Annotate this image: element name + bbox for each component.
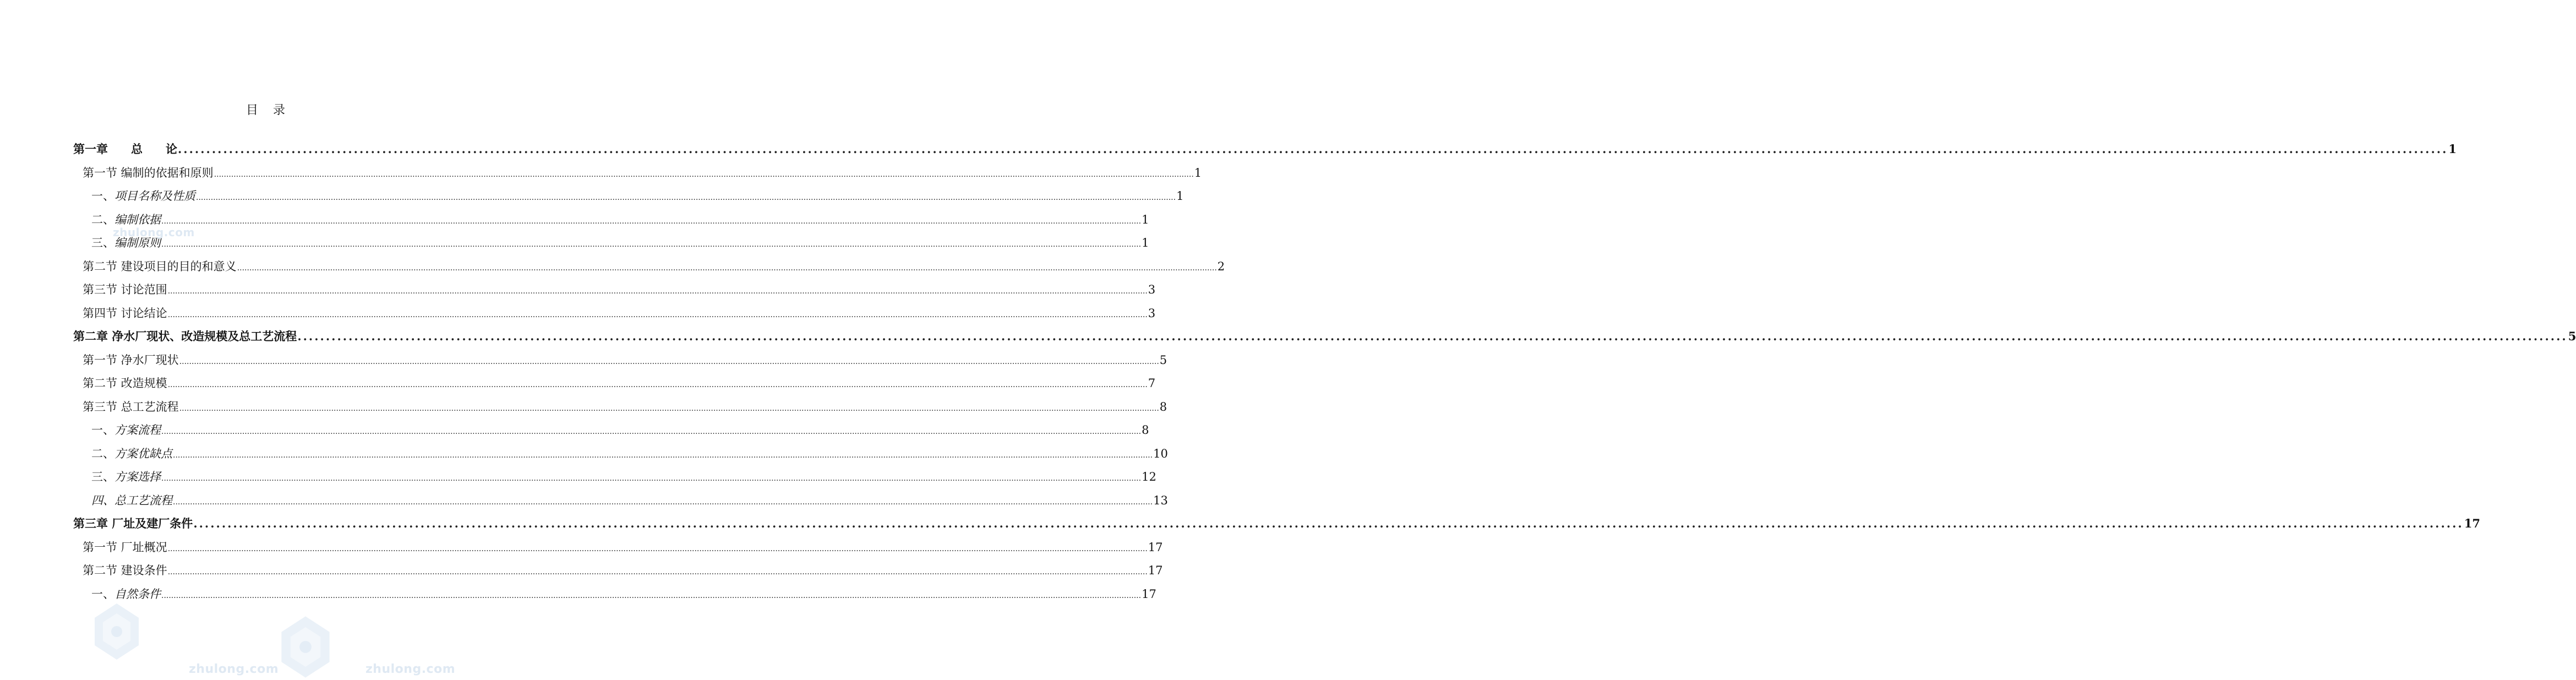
toc-entry-label: 第一节 编制的依据和原则 (83, 166, 214, 179)
toc-entry-text: 总工艺流程 (114, 493, 172, 507)
toc-entry-label: 第一节 厂址概况 (83, 540, 167, 554)
toc-entry-text: 方案选择 (114, 470, 161, 483)
watermark-text: zhulong.com (113, 226, 195, 239)
toc-entry-prefix: 一、 (91, 189, 114, 203)
toc-leader-dots: ................................................................................................................................................................................................................................................................................................................................................................................................................ (161, 216, 1142, 226)
toc-leader-dots: ................................................................................................................................................................................................................................................................................................................................................................................................................ (167, 568, 1148, 576)
toc-title: 目 录 (246, 104, 291, 117)
toc-page-number: 8 (1159, 400, 1167, 414)
toc-entry-prefix: 三、 (91, 470, 114, 483)
toc-entry-sub[interactable] (91, 445, 1168, 463)
toc-leader-dots: ................................................................................................................................................................................................................................................................................................................................................................................................................ (178, 142, 2448, 156)
toc-entry-section[interactable] (83, 562, 1163, 579)
toc-entry-chapter[interactable] (73, 140, 2457, 158)
toc-entry-sub[interactable] (91, 468, 1156, 486)
toc-entry-section[interactable] (83, 258, 1225, 275)
watermark-flower-icon (86, 601, 147, 662)
toc-entry-label (91, 187, 195, 205)
toc-page-number: 13 (1153, 493, 1168, 507)
toc-entry-chapter[interactable] (73, 328, 2576, 345)
toc-entry-label: 第三节 总工艺流程 (83, 400, 179, 414)
toc-page-number: 1 (1194, 166, 1202, 179)
toc-leader-dots: ................................................................................................................................................................................................................................................................................................................................................................................................................ (161, 427, 1142, 436)
toc-entry-section[interactable] (83, 538, 1163, 556)
toc-entry-section[interactable] (83, 164, 1202, 182)
toc-entry-prefix: 一、 (91, 587, 114, 601)
toc-entry-sub[interactable] (91, 492, 1168, 509)
toc-leader-dots: ................................................................................................................................................................................................................................................................................................................................................................................................................ (161, 474, 1142, 483)
toc-entry-sub[interactable] (91, 421, 1149, 439)
toc-leader-dots: ................................................................................................................................................................................................................................................................................................................................................................................................................ (179, 357, 1159, 366)
toc-page-number: 17 (1142, 587, 1156, 601)
toc-page-number: 12 (1142, 470, 1156, 483)
toc-entry-label: 第一章 总 论 (73, 142, 177, 156)
toc-entry-text: 编制依据 (114, 213, 161, 226)
toc-page-number: 3 (1148, 283, 1156, 296)
toc-page-number: 1 (1176, 189, 1184, 203)
toc-entry-label: 第二节 建设项目的目的和意义 (83, 259, 237, 273)
toc-entry-label: 第三节 讨论范围 (83, 283, 167, 296)
toc-entry-label: 第二章 净水厂现状、改造规模及总工艺流程 (73, 329, 297, 343)
toc-leader-dots: ................................................................................................................................................................................................................................................................................................................................................................................................................ (179, 404, 1159, 413)
toc-entry-label (91, 492, 172, 509)
toc-page-number: 10 (1153, 447, 1168, 460)
toc-entry-prefix: 四、 (91, 493, 114, 507)
toc-entry-chapter[interactable] (73, 515, 2480, 532)
toc-entry-label: 第二节 建设条件 (83, 564, 167, 577)
toc-leader-dots: ................................................................................................................................................................................................................................................................................................................................................................................................................ (167, 380, 1148, 389)
toc-leader-dots: ................................................................................................................................................................................................................................................................................................................................................................................................................ (167, 544, 1148, 553)
toc-leader-dots: ................................................................................................................................................................................................................................................................................................................................................................................................................ (214, 170, 1194, 179)
toc-entry-section[interactable] (83, 351, 1167, 369)
toc-entry-prefix: 一、 (91, 423, 114, 437)
toc-leader-dots: ................................................................................................................................................................................................................................................................................................................................................................................................................ (237, 263, 1217, 273)
toc-entry-label (91, 585, 161, 603)
toc-page-number: 17 (1148, 540, 1163, 554)
toc-entry-prefix: 二、 (91, 213, 114, 226)
toc-entry-label (91, 445, 172, 463)
toc-leader-dots: ................................................................................................................................................................................................................................................................................................................................................................................................................ (173, 450, 1153, 460)
toc-page-number: 17 (1148, 564, 1163, 577)
toc-leader-dots: ................................................................................................................................................................................................................................................................................................................................................................................................................ (161, 240, 1142, 249)
toc-leader-dots: ................................................................................................................................................................................................................................................................................................................................................................................................................ (173, 497, 1153, 507)
toc-entry-text: 自然条件 (114, 587, 161, 601)
toc-entry-sub[interactable] (91, 187, 1184, 205)
toc-page-number: 3 (1148, 306, 1156, 320)
toc-page-number: 17 (2464, 516, 2480, 530)
toc-entry-section[interactable] (83, 281, 1156, 298)
toc-leader-dots: ................................................................................................................................................................................................................................................................................................................................................................................................................ (167, 287, 1148, 296)
toc-page-number: 1 (1142, 236, 1149, 249)
toc-page-number: 2 (1217, 259, 1225, 273)
toc-entry-text: 方案优缺点 (114, 447, 172, 460)
toc-entry-section[interactable] (83, 398, 1167, 416)
toc-page-number: 1 (2448, 142, 2457, 156)
watermark-flower-icon (272, 614, 339, 680)
toc-page-number: 5 (2568, 329, 2576, 343)
watermark-text: zhulong.com (189, 662, 279, 676)
toc-leader-dots: ................................................................................................................................................................................................................................................................................................................................................................................................................ (193, 516, 2464, 530)
toc-entry-label: 第二节 改造规模 (83, 377, 167, 390)
watermark-text: zhulong.com (365, 662, 456, 676)
toc-entry-label: 第一节 净水厂现状 (83, 353, 179, 367)
toc-page-number: 7 (1148, 377, 1156, 390)
toc-page-number: 8 (1142, 423, 1149, 437)
toc-entry-text: 方案流程 (114, 423, 161, 437)
toc-entry-section[interactable] (83, 374, 1156, 392)
toc-entry-label (91, 468, 161, 486)
toc-page-number: 5 (1159, 353, 1167, 367)
toc-entry-label: 第四节 讨论结论 (83, 306, 167, 320)
toc-entry-label (91, 421, 161, 439)
toc-entry-sub[interactable] (91, 585, 1156, 603)
toc-page-number: 1 (1142, 213, 1149, 226)
toc-leader-dots: ................................................................................................................................................................................................................................................................................................................................................................................................................ (167, 310, 1148, 319)
toc-leader-dots: ................................................................................................................................................................................................................................................................................................................................................................................................................ (297, 329, 2568, 343)
toc-entry-label: 第三章 厂址及建厂条件 (73, 516, 193, 530)
toc-leader-dots: ................................................................................................................................................................................................................................................................................................................................................................................................................ (161, 591, 1142, 600)
toc-entry-prefix: 三、 (91, 236, 114, 249)
toc-entry-prefix: 二、 (91, 447, 114, 460)
toc-entry-text: 项目名称及性质 (114, 189, 195, 203)
toc-leader-dots: ................................................................................................................................................................................................................................................................................................................................................................................................................ (196, 193, 1176, 202)
toc-entry-section[interactable] (83, 304, 1156, 322)
toc-entry-text: 编制原则 (114, 236, 161, 249)
